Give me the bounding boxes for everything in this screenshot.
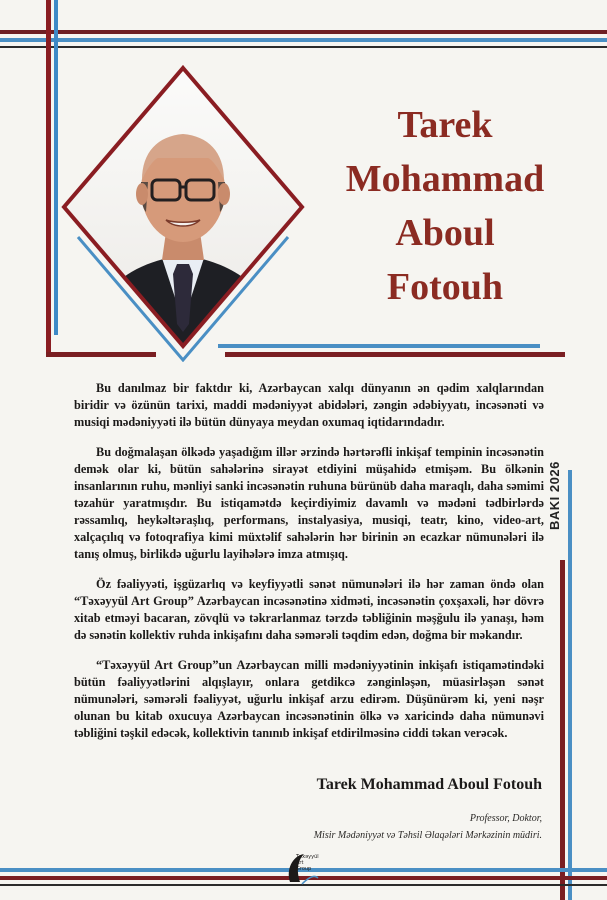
portrait-frame xyxy=(58,62,308,362)
paragraph: Bu doğmalaşan ölkədə yaşadığım illər ərzində hərtərəfli inkişaf tempinin incəsənətin demək olar ki, bütün sahələrinə sirayət etdiyini müşahidə etmişəm. Bu ölkənin insanlarının ruhu, mənliyi sanki incəsənətin ruhuna bürünüb daha maraqlı, daha səmimi təzahür yaratmışdır. Bu istiqamətdə keçirdiyimiz davamlı və mədəni tədbirlərdə rəssamlıq, heykəltəraşlıq, performans, instalyasiya, musiqi, teatr, kino, video-art, xalçaçılıq və fotoqrafiya kimi müxtəlif sahələrin hər birinin ən ecazkar nümunələri ilə tanış olmuş, birlikdə uğurlu layihələrə imza atmışıq. xyxy=(74,445,544,561)
paragraph: Öz fəaliyyəti, işgüzarlıq və keyfiyyətli sənət nümunələri ilə hər zaman öndə olan “Təxəyyül Art Group” Azərbaycan incəsənətinə xidməti, incəsənətin çoxşaxəli, hər dövrə xitab etməyi bacaran, zövqlü və təkrarlanmaz tərzdə təbliğinin məşğulu ilə yanaşı, həm də sənətin kollektiv ruhda inkişafını daha səmərəli təqdim edən, doğma bir məkandır. xyxy=(74,577,544,642)
year-label: BAKI 2026 xyxy=(547,461,562,530)
name-line: Aboul xyxy=(395,212,495,254)
logo-text-line: Group xyxy=(296,866,312,872)
logo-text xyxy=(296,854,324,872)
logo-text-line: Art xyxy=(296,860,304,866)
right-stripe-blue xyxy=(568,470,572,900)
name-line: Mohammad xyxy=(345,158,545,200)
portrait-image xyxy=(58,62,308,362)
paragraph: Bu danılmaz bir faktdır ki, Azərbaycan xalqı dünyanın ən qədim xalqlarından biridir və özünün tarixi, maddi mədəniyyət abidələri, zəngin ədəbiyyatı, incəsənəti və musiqi mədəniyyəti ilə bütün dünyaya meydan oxumaq iqtidarındadır. xyxy=(74,381,544,429)
top-stripe-dark xyxy=(0,46,607,48)
name-line: Tarek xyxy=(397,104,493,146)
top-stripe-blue xyxy=(0,38,607,42)
author-name-heading xyxy=(330,98,560,314)
right-stripe-red xyxy=(560,560,565,900)
signature-name: Tarek Mohammad Aboul Fotouh xyxy=(316,776,542,793)
top-stripe-red xyxy=(0,30,607,34)
signature-title-line: Professor, Doktor, xyxy=(469,813,542,824)
logo-text-line: Təxəyyül xyxy=(296,854,319,860)
foreword-text xyxy=(74,380,544,755)
signature-title xyxy=(200,810,542,844)
paragraph: “Təxəyyül Art Group”un Azərbaycan milli mədəniyyətinin inkişafı istiqamətindəki bütün fəaliyyətlərini alqışlayır, onlara getdikcə zənginləşən, müasirləşən sənət nümunələri, səmərəli fəaliyyət, uğurlu inkişaf arzu edirəm. Düşünürəm ki, yeni nəşr olunan bu kitab oxucuya Azərbaycan incəsənətinin ölkə və xaricində daha nümunəvi təbliğini təşkil edəcək, kollektivin tanınıb inkişaf etdirilməsinə ciddi təkan verəcək. xyxy=(74,658,544,740)
signature-title-line: Misir Mədəniyyət və Təhsil Əlaqələri Mərkəzinin müdiri. xyxy=(313,830,542,841)
left-stripe-red xyxy=(46,0,51,355)
name-line: Fotouh xyxy=(386,266,504,308)
